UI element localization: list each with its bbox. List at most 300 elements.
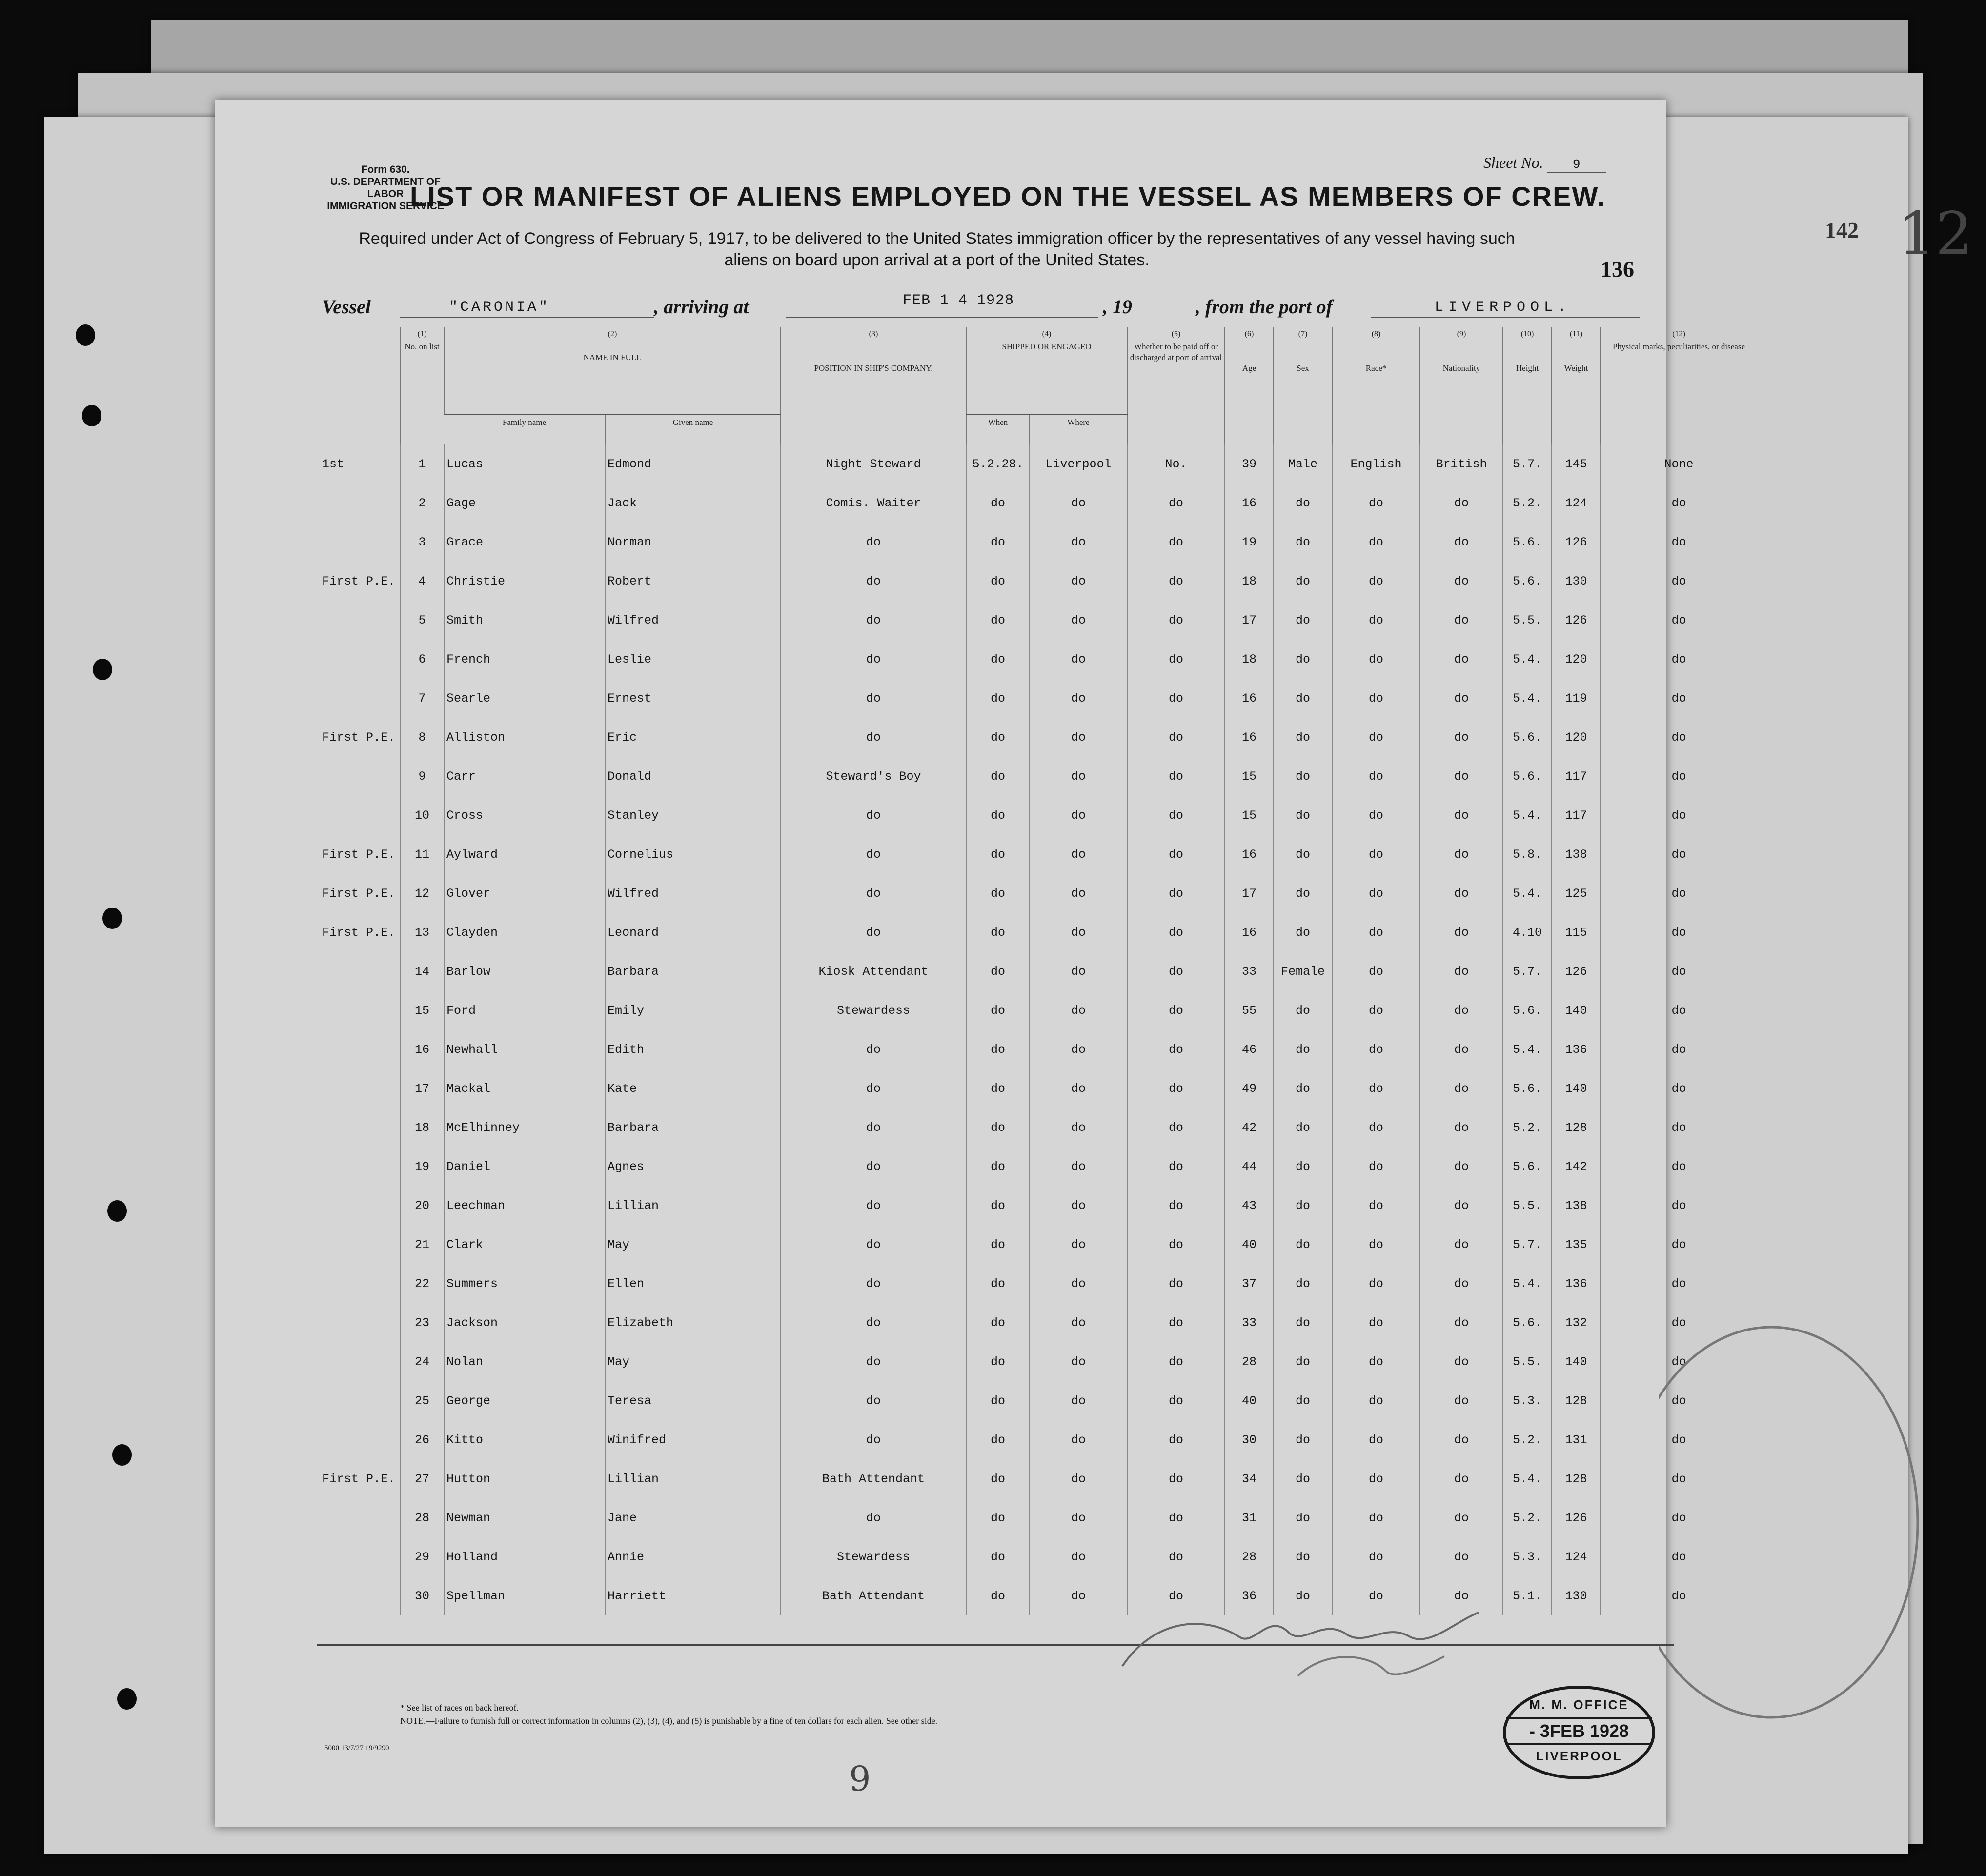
remarks-cell <box>312 1303 400 1342</box>
height-cell: 5.2. <box>1503 1420 1552 1459</box>
nationality-cell: do <box>1420 1030 1503 1069</box>
list-number-cell: 25 <box>400 1381 444 1420</box>
nationality-cell: do <box>1420 1108 1503 1147</box>
pencil-oval <box>1659 1308 1942 1737</box>
age-cell: 46 <box>1225 1030 1274 1069</box>
sheet-number-label: Sheet No. <box>1483 154 1543 171</box>
remarks-cell: 1st <box>322 457 345 471</box>
given-name-cell: Lillian <box>605 1459 781 1498</box>
given-name-cell: Robert <box>605 562 781 601</box>
height-cell: 5.4. <box>1503 874 1552 913</box>
shipped-when-cell: do <box>966 601 1030 640</box>
table-row <box>312 444 1757 484</box>
height-cell: 5.7. <box>1503 444 1552 484</box>
binding-hole <box>102 908 122 929</box>
arrival-date: FEB 1 4 1928 <box>903 292 1014 309</box>
nationality-cell: do <box>1420 1186 1503 1225</box>
paid-off-cell: do <box>1127 1342 1225 1381</box>
race-cell: do <box>1332 1381 1420 1420</box>
family-name-cell: Smith <box>444 601 605 640</box>
remarks-cell: First P.E. <box>322 886 396 901</box>
position-cell: Steward's Boy <box>781 757 966 796</box>
shipped-when-cell: do <box>966 679 1030 718</box>
position-cell: do <box>781 1381 966 1420</box>
nationality-cell: do <box>1420 1381 1503 1420</box>
height-cell: 5.4. <box>1503 1264 1552 1303</box>
list-number-cell: 11 <box>400 835 444 874</box>
age-cell: 17 <box>1225 874 1274 913</box>
shipped-where-cell: Liverpool <box>1030 444 1127 484</box>
weight-cell: 128 <box>1552 1459 1601 1498</box>
physical-marks-cell: do <box>1601 757 1757 796</box>
table-row <box>312 1381 1757 1420</box>
where-header: Where <box>1030 415 1127 444</box>
shipped-where-cell: do <box>1030 1069 1127 1108</box>
weight-cell: 132 <box>1552 1303 1601 1342</box>
height-cell: 5.5. <box>1503 601 1552 640</box>
paid-off-header: (5) Whether to be paid off or discharged at port of arrival <box>1127 327 1225 444</box>
list-number-cell: 7 <box>400 679 444 718</box>
physical-marks-cell: do <box>1601 601 1757 640</box>
sex-cell: Male <box>1274 444 1332 484</box>
family-name-cell: Cross <box>444 796 605 835</box>
shipped-where-cell: do <box>1030 640 1127 679</box>
list-number-cell: 23 <box>400 1303 444 1342</box>
requirement-line-2: aliens on board upon arrival at a port of the United States. <box>724 251 1150 269</box>
given-name-cell: Elizabeth <box>605 1303 781 1342</box>
table-row <box>312 1459 1757 1498</box>
remarks-cell <box>312 1069 400 1108</box>
physical-marks-cell: None <box>1601 444 1757 484</box>
shipped-engaged-header: (4) SHIPPED OR ENGAGED <box>966 327 1127 415</box>
list-number-cell: 18 <box>400 1108 444 1147</box>
family-name-cell: Gage <box>444 484 605 523</box>
given-name-cell: Teresa <box>605 1381 781 1420</box>
shipped-where-cell: do <box>1030 718 1127 757</box>
physical-marks-cell: do <box>1601 484 1757 523</box>
shipped-where-cell: do <box>1030 1381 1127 1420</box>
nationality-cell: do <box>1420 835 1503 874</box>
position-cell: do <box>781 523 966 562</box>
table-row <box>312 796 1757 835</box>
race-cell: do <box>1332 718 1420 757</box>
weight-cell: 130 <box>1552 562 1601 601</box>
weight-cell: 140 <box>1552 1069 1601 1108</box>
physical-marks-cell: do <box>1601 1537 1757 1576</box>
paid-off-cell: do <box>1127 1108 1225 1147</box>
race-cell: do <box>1332 874 1420 913</box>
age-cell: 33 <box>1225 952 1274 991</box>
remarks-cell <box>312 952 400 991</box>
family-name-cell: Jackson <box>444 1303 605 1342</box>
shipped-when-cell: do <box>966 757 1030 796</box>
shipped-where-cell: do <box>1030 601 1127 640</box>
shipped-where-cell: do <box>1030 952 1127 991</box>
physical-marks-cell: do <box>1601 991 1757 1030</box>
nationality-cell: do <box>1420 1576 1503 1615</box>
shipped-when-cell: do <box>966 1030 1030 1069</box>
given-name-cell: Jane <box>605 1498 781 1537</box>
shipped-when-cell: do <box>966 1576 1030 1615</box>
service-name: IMMIGRATION SERVICE <box>327 201 444 212</box>
nationality-cell: do <box>1420 991 1503 1030</box>
list-number-cell: 6 <box>400 640 444 679</box>
position-cell: do <box>781 1030 966 1069</box>
binding-hole <box>82 405 101 426</box>
shipped-where-cell: do <box>1030 913 1127 952</box>
sex-cell: do <box>1274 991 1332 1030</box>
table-row <box>312 718 1757 757</box>
remarks-cell <box>312 1342 400 1381</box>
shipped-when-cell: 5.2.28. <box>966 444 1030 484</box>
sex-cell: do <box>1274 835 1332 874</box>
table-row <box>312 757 1757 796</box>
sex-cell: do <box>1274 1108 1332 1147</box>
given-name-cell: Edmond <box>605 444 781 484</box>
height-cell: 5.7. <box>1503 952 1552 991</box>
nationality-cell: do <box>1420 874 1503 913</box>
table-row <box>312 952 1757 991</box>
position-cell: do <box>781 796 966 835</box>
physical-marks-cell: do <box>1601 1147 1757 1186</box>
paid-off-cell: do <box>1127 601 1225 640</box>
list-number-header: (1) No. on list <box>400 327 444 444</box>
sex-cell: do <box>1274 1186 1332 1225</box>
sex-cell: do <box>1274 1030 1332 1069</box>
height-cell: 5.2. <box>1503 1498 1552 1537</box>
sex-cell: do <box>1274 601 1332 640</box>
age-cell: 36 <box>1225 1576 1274 1615</box>
physical-marks-header: (12) Physical marks, peculiarities, or disease <box>1601 327 1757 444</box>
sex-cell: do <box>1274 640 1332 679</box>
family-name-cell: Lucas <box>444 444 605 484</box>
family-name-cell: Hutton <box>444 1459 605 1498</box>
position-cell: do <box>781 1498 966 1537</box>
position-cell: do <box>781 640 966 679</box>
sex-cell: do <box>1274 484 1332 523</box>
weight-cell: 136 <box>1552 1264 1601 1303</box>
race-cell: do <box>1332 523 1420 562</box>
given-name-cell: May <box>605 1342 781 1381</box>
sex-cell: do <box>1274 1459 1332 1498</box>
race-cell: do <box>1332 679 1420 718</box>
family-name-cell: McElhinney <box>444 1108 605 1147</box>
race-cell: do <box>1332 952 1420 991</box>
nationality-cell: do <box>1420 1537 1503 1576</box>
sex-cell: do <box>1274 1381 1332 1420</box>
given-name-cell: Cornelius <box>605 835 781 874</box>
physical-marks-cell: do <box>1601 1303 1757 1342</box>
family-name-cell: Kitto <box>444 1420 605 1459</box>
list-number-cell: 20 <box>400 1186 444 1225</box>
physical-marks-cell: do <box>1601 523 1757 562</box>
table-row <box>312 1498 1757 1537</box>
table-row <box>312 1264 1757 1303</box>
given-name-cell: May <box>605 1225 781 1264</box>
shipped-when-cell: do <box>966 484 1030 523</box>
position-cell: Bath Attendant <box>781 1459 966 1498</box>
sex-cell: do <box>1274 1147 1332 1186</box>
remarks-cell <box>312 484 400 523</box>
table-row <box>312 1147 1757 1186</box>
list-number-cell: 10 <box>400 796 444 835</box>
height-cell: 5.5. <box>1503 1186 1552 1225</box>
nationality-cell: do <box>1420 796 1503 835</box>
nationality-cell: do <box>1420 952 1503 991</box>
shipped-where-cell: do <box>1030 484 1127 523</box>
paid-off-cell: do <box>1127 1498 1225 1537</box>
height-cell: 5.4. <box>1503 1459 1552 1498</box>
family-name-cell: Summers <box>444 1264 605 1303</box>
given-name-cell: Barbara <box>605 952 781 991</box>
race-cell: do <box>1332 1459 1420 1498</box>
shipped-where-cell: do <box>1030 874 1127 913</box>
shipped-when-cell: do <box>966 952 1030 991</box>
physical-marks-cell: do <box>1601 562 1757 601</box>
shipped-when-cell: do <box>966 1264 1030 1303</box>
weight-cell: 124 <box>1552 1537 1601 1576</box>
table-row <box>312 1225 1757 1264</box>
legal-requirement <box>312 228 1561 271</box>
physical-marks-cell: do <box>1601 1225 1757 1264</box>
height-cell: 4.10 <box>1503 913 1552 952</box>
shipped-where-cell: do <box>1030 1108 1127 1147</box>
nationality-cell: do <box>1420 1264 1503 1303</box>
nationality-cell: do <box>1420 1459 1503 1498</box>
sex-cell: do <box>1274 1225 1332 1264</box>
requirement-line-1: Required under Act of Congress of February 5, 1917, to be delivered to the United States immigration officer by the representatives of any vessel having such <box>359 229 1515 248</box>
weight-cell: 128 <box>1552 1381 1601 1420</box>
height-cell: 5.2. <box>1503 1108 1552 1147</box>
weight-header: (11) Weight <box>1552 327 1601 444</box>
shipped-where-cell: do <box>1030 1342 1127 1381</box>
nationality-cell: do <box>1420 913 1503 952</box>
paid-off-cell: do <box>1127 679 1225 718</box>
table-row <box>312 601 1757 640</box>
race-cell: do <box>1332 1069 1420 1108</box>
physical-marks-cell: do <box>1601 874 1757 913</box>
age-cell: 31 <box>1225 1498 1274 1537</box>
family-name-cell: George <box>444 1381 605 1420</box>
list-number-cell: 17 <box>400 1069 444 1108</box>
weight-cell: 120 <box>1552 640 1601 679</box>
weight-cell: 126 <box>1552 601 1601 640</box>
shipped-where-cell: do <box>1030 1459 1127 1498</box>
weight-cell: 126 <box>1552 952 1601 991</box>
family-name-header: Family name <box>444 415 605 444</box>
family-name-cell: Alliston <box>444 718 605 757</box>
physical-marks-cell: do <box>1601 1108 1757 1147</box>
list-number-cell: 27 <box>400 1459 444 1498</box>
shipped-where-cell: do <box>1030 1264 1127 1303</box>
table-row <box>312 484 1757 523</box>
remarks-header <box>312 327 400 444</box>
paid-off-cell: do <box>1127 1030 1225 1069</box>
list-number-cell: 12 <box>400 874 444 913</box>
list-number-cell: 4 <box>400 562 444 601</box>
nationality-header: (9) Nationality <box>1420 327 1503 444</box>
sex-cell: do <box>1274 913 1332 952</box>
physical-marks-cell: do <box>1601 1264 1757 1303</box>
officer-signature <box>1093 1593 1493 1691</box>
remarks-cell <box>312 1537 400 1576</box>
weight-cell: 140 <box>1552 1342 1601 1381</box>
family-name-cell: Christie <box>444 562 605 601</box>
sex-cell: do <box>1274 679 1332 718</box>
nationality-cell: British <box>1420 444 1503 484</box>
height-cell: 5.6. <box>1503 757 1552 796</box>
paid-off-cell: do <box>1127 718 1225 757</box>
sex-cell: do <box>1274 1342 1332 1381</box>
sex-cell: do <box>1274 1264 1332 1303</box>
shipped-where-cell: do <box>1030 1420 1127 1459</box>
age-cell: 16 <box>1225 913 1274 952</box>
weight-cell: 136 <box>1552 1030 1601 1069</box>
family-name-cell: Nolan <box>444 1342 605 1381</box>
shipped-where-cell: do <box>1030 835 1127 874</box>
stamp-city: LIVERPOOL <box>1536 1749 1622 1763</box>
height-cell: 5.7. <box>1503 1225 1552 1264</box>
shipped-when-cell: do <box>966 835 1030 874</box>
physical-marks-cell: do <box>1601 1381 1757 1420</box>
age-cell: 39 <box>1225 444 1274 484</box>
given-name-cell: Ernest <box>605 679 781 718</box>
shipped-when-cell: do <box>966 1537 1030 1576</box>
weight-cell: 117 <box>1552 757 1601 796</box>
list-number-cell: 14 <box>400 952 444 991</box>
remarks-cell: First P.E. <box>322 925 396 940</box>
shipped-when-cell: do <box>966 1420 1030 1459</box>
weight-cell: 119 <box>1552 679 1601 718</box>
list-number-cell: 29 <box>400 1537 444 1576</box>
table-row <box>312 1069 1757 1108</box>
position-cell: Stewardess <box>781 1537 966 1576</box>
age-cell: 40 <box>1225 1381 1274 1420</box>
weight-cell: 126 <box>1552 523 1601 562</box>
remarks-cell <box>312 991 400 1030</box>
race-cell: do <box>1332 1420 1420 1459</box>
race-cell: do <box>1332 1030 1420 1069</box>
paid-off-cell: do <box>1127 562 1225 601</box>
table-row <box>312 1108 1757 1147</box>
position-cell: Bath Attendant <box>781 1576 966 1615</box>
nationality-cell: do <box>1420 679 1503 718</box>
given-name-cell: Lillian <box>605 1186 781 1225</box>
family-name-cell: Daniel <box>444 1147 605 1186</box>
vessel-name: "CARONIA" <box>449 299 550 316</box>
position-cell: do <box>781 874 966 913</box>
year-label: , 19 <box>1103 296 1132 318</box>
position-cell: do <box>781 718 966 757</box>
height-cell: 5.4. <box>1503 1030 1552 1069</box>
given-name-cell: Barbara <box>605 1108 781 1147</box>
paid-off-cell: do <box>1127 1459 1225 1498</box>
height-cell: 5.8. <box>1503 835 1552 874</box>
paid-off-cell: do <box>1127 523 1225 562</box>
list-number-cell: 3 <box>400 523 444 562</box>
age-cell: 55 <box>1225 991 1274 1030</box>
table-row <box>312 640 1757 679</box>
weight-cell: 138 <box>1552 835 1601 874</box>
age-cell: 43 <box>1225 1186 1274 1225</box>
sex-cell: do <box>1274 1303 1332 1342</box>
height-cell: 5.4. <box>1503 796 1552 835</box>
nationality-cell: do <box>1420 523 1503 562</box>
shipped-when-cell: do <box>966 796 1030 835</box>
given-name-cell: Donald <box>605 757 781 796</box>
weight-cell: 120 <box>1552 718 1601 757</box>
race-cell: do <box>1332 757 1420 796</box>
paid-off-cell: do <box>1127 796 1225 835</box>
nationality-cell: do <box>1420 757 1503 796</box>
stamp-office: M. M. OFFICE <box>1529 1697 1629 1712</box>
shipped-when-cell: do <box>966 1108 1030 1147</box>
shipped-when-cell: do <box>966 1186 1030 1225</box>
given-name-cell: Leslie <box>605 640 781 679</box>
position-cell: do <box>781 601 966 640</box>
paid-off-cell: do <box>1127 1420 1225 1459</box>
age-cell: 30 <box>1225 1420 1274 1459</box>
race-cell: do <box>1332 1186 1420 1225</box>
table-row <box>312 991 1757 1030</box>
position-cell: do <box>781 562 966 601</box>
family-name-cell: Holland <box>444 1537 605 1576</box>
shipped-where-cell: do <box>1030 1303 1127 1342</box>
table-row <box>312 835 1757 874</box>
remarks-cell <box>312 757 400 796</box>
shipped-when-cell: do <box>966 562 1030 601</box>
weight-cell: 128 <box>1552 1108 1601 1147</box>
manifest-rows <box>312 444 1757 1615</box>
sex-cell: do <box>1274 757 1332 796</box>
position-cell: do <box>781 1069 966 1108</box>
race-cell: do <box>1332 835 1420 874</box>
nationality-cell: do <box>1420 1069 1503 1108</box>
remarks-cell <box>312 601 400 640</box>
paid-off-cell: do <box>1127 757 1225 796</box>
weight-cell: 130 <box>1552 1576 1601 1615</box>
stamp-date: - 3FEB 1928 <box>1506 1717 1652 1745</box>
pencil-page-number: 9 <box>849 1759 871 1799</box>
age-header: (6) Age <box>1225 327 1274 444</box>
given-name-cell: Ellen <box>605 1264 781 1303</box>
page-number: 136 <box>1601 257 1634 282</box>
sex-cell: do <box>1274 1420 1332 1459</box>
given-name-cell: Jack <box>605 484 781 523</box>
paid-off-cell: do <box>1127 1537 1225 1576</box>
paid-off-cell: do <box>1127 952 1225 991</box>
family-name-cell: Grace <box>444 523 605 562</box>
height-cell: 5.6. <box>1503 562 1552 601</box>
race-cell: do <box>1332 601 1420 640</box>
paid-off-cell: do <box>1127 640 1225 679</box>
age-cell: 18 <box>1225 640 1274 679</box>
height-cell: 5.2. <box>1503 484 1552 523</box>
physical-marks-cell: do <box>1601 1498 1757 1537</box>
race-cell: do <box>1332 1147 1420 1186</box>
family-name-cell: Clayden <box>444 913 605 952</box>
shipped-where-cell: do <box>1030 1576 1127 1615</box>
physical-marks-cell: do <box>1601 1576 1757 1615</box>
weight-cell: 138 <box>1552 1186 1601 1225</box>
family-name-cell: Carr <box>444 757 605 796</box>
physical-marks-cell: do <box>1601 1342 1757 1381</box>
given-name-cell: Kate <box>605 1069 781 1108</box>
nationality-cell: do <box>1420 1498 1503 1537</box>
paid-off-cell: do <box>1127 1381 1225 1420</box>
age-cell: 34 <box>1225 1459 1274 1498</box>
race-cell: do <box>1332 1303 1420 1342</box>
